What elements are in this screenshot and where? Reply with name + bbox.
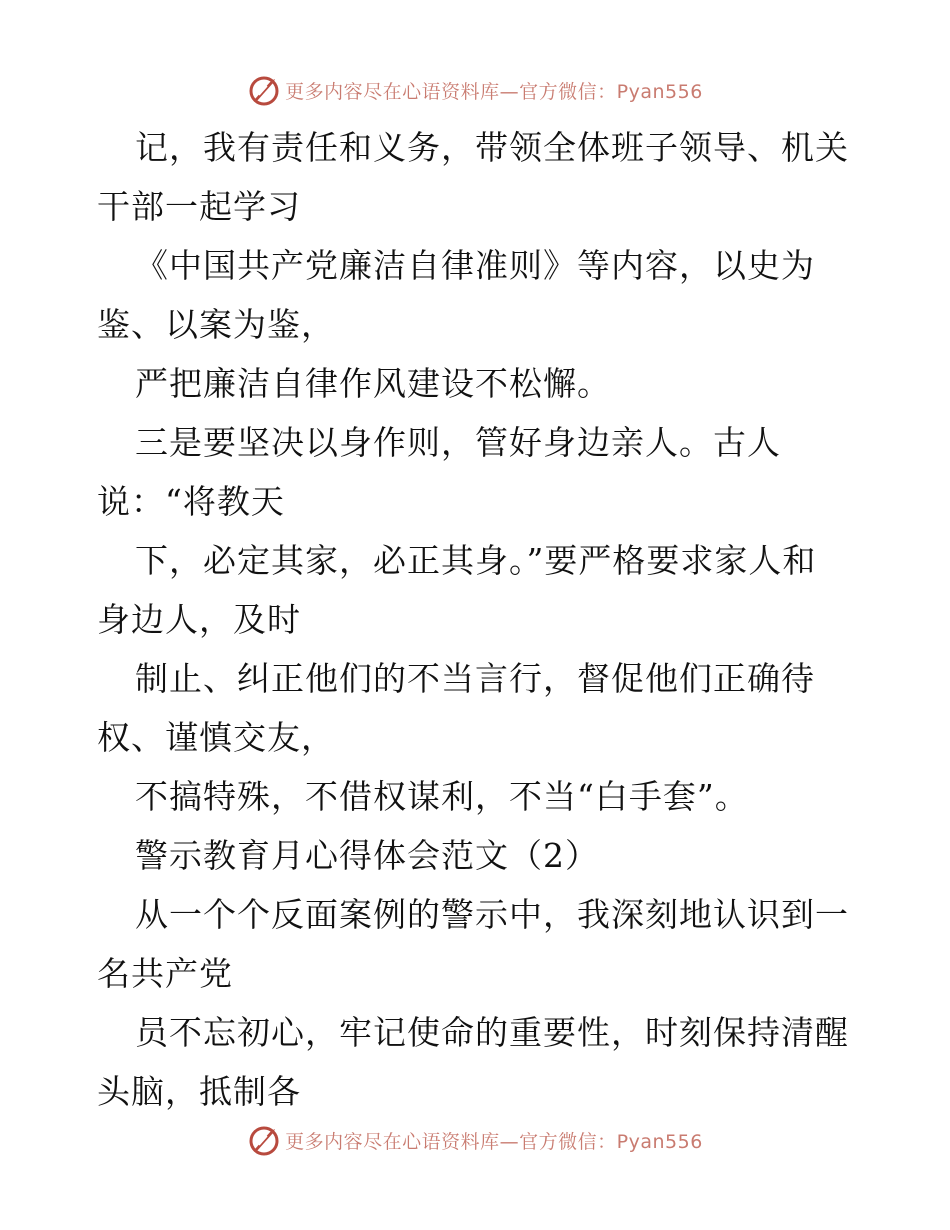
text-line: 干部一起学习 [97, 187, 301, 226]
text-line: 权、谨慎交友， [97, 718, 335, 757]
text-line: 说：“将教天 [97, 482, 285, 521]
section-heading: 警示教育月心得体会范文（2） [135, 836, 599, 875]
text-line: 《中国共产党廉洁自律准则》等内容，以史为 [135, 246, 815, 285]
text-line: 鉴、以案为鉴， [97, 305, 335, 344]
text-line: 不搞特殊，不借权谋利，不当“白手套”。 [135, 777, 749, 816]
text-line: 三是要坚决以身作则，管好身边亲人。古人 [135, 423, 781, 462]
text-line: 头脑，抵制各 [97, 1072, 301, 1111]
text-line: 下，必定其家，必正其身。”要严格要求家人和 [135, 541, 817, 580]
document-body [97, 118, 857, 1121]
banner-text: 更多内容尽在心语资料库—官方微信：Pyan556 [285, 80, 703, 103]
banner-text: 更多内容尽在心语资料库—官方微信：Pyan556 [285, 1130, 703, 1153]
text-line: 严把廉洁自律作风建设不松懈。 [135, 364, 611, 403]
footer-banner [0, 1120, 950, 1160]
text-line: 记，我有责任和义务，带领全体班子领导、机关 [135, 128, 849, 167]
quill-pen-logo-icon [247, 1123, 281, 1157]
text-line: 制止、纠正他们的不当言行，督促他们正确待 [135, 659, 815, 698]
text-line: 从一个个反面案例的警示中，我深刻地认识到一 [135, 895, 849, 934]
quill-pen-logo-icon [247, 73, 281, 107]
header-banner [0, 70, 950, 110]
text-line: 名共产党 [97, 954, 233, 993]
text-line: 员不忘初心，牢记使命的重要性，时刻保持清醒 [135, 1013, 849, 1052]
text-line: 身边人，及时 [97, 600, 301, 639]
